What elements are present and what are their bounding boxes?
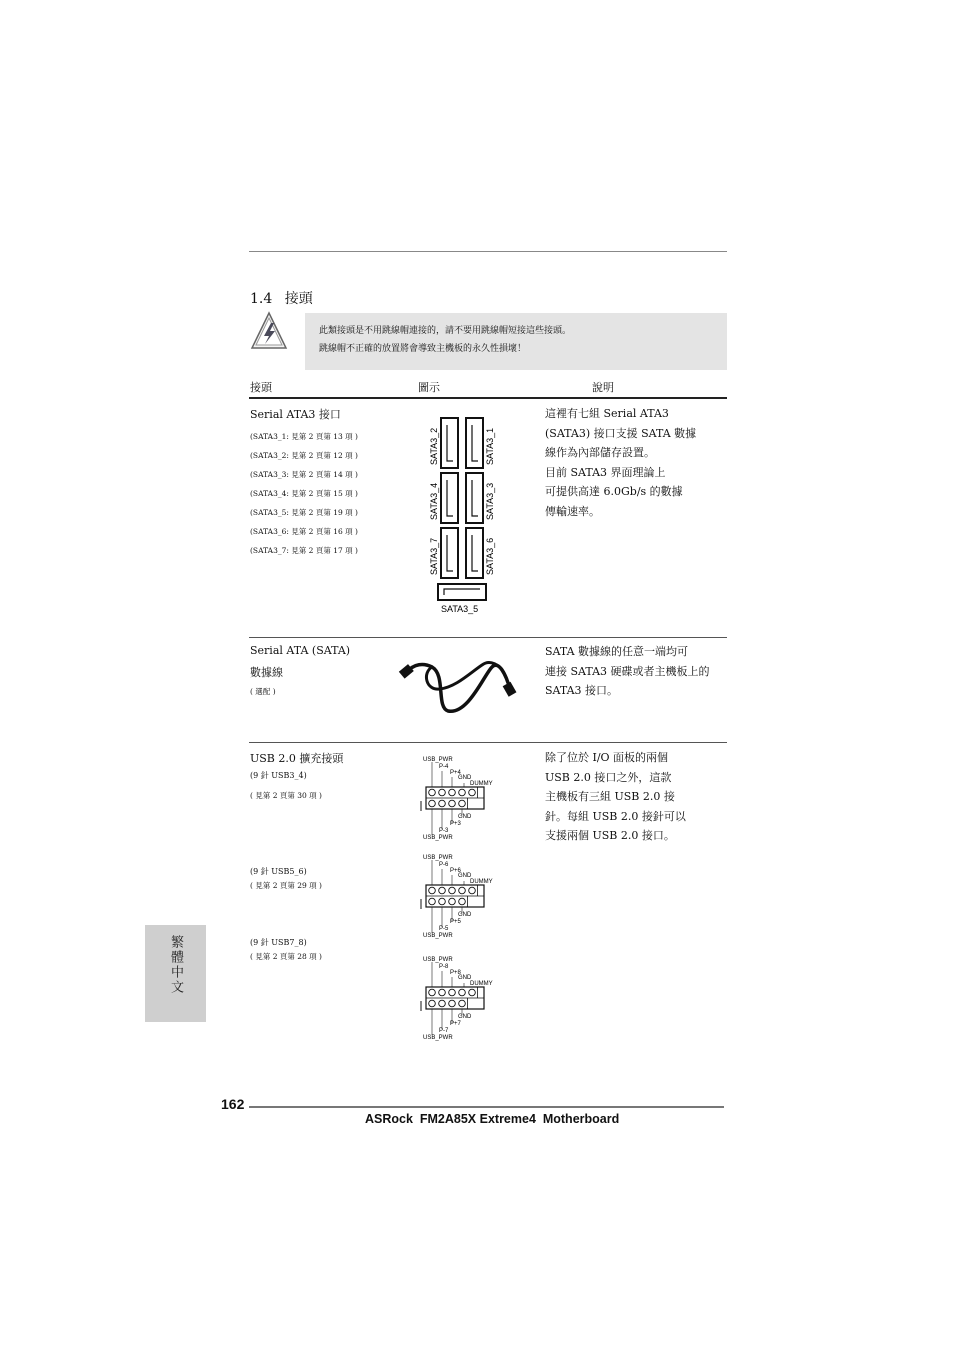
cable-desc-2: 連接 SATA3 硬碟或者主機板上的	[545, 664, 710, 678]
sata3-diagram	[420, 413, 510, 618]
cable-description	[545, 642, 710, 701]
d2-dummy: DUMMY	[470, 879, 493, 885]
usb-header-diagram-1	[418, 753, 508, 843]
d2-bottom: USB_PWR	[423, 933, 453, 939]
d3-pd: P-7	[439, 1028, 449, 1034]
cable-note: ( 選配 )	[250, 687, 276, 696]
row-rule-2	[249, 742, 727, 743]
footer-product: ASRock FM2A85X Extreme4 Motherboard	[365, 1112, 620, 1126]
d3-gnd2: GND	[458, 1014, 472, 1020]
sata3-desc-4: 目前 SATA3 界面理論上	[545, 465, 666, 479]
d2-pa: P-6	[439, 862, 449, 868]
d2-pb: P+6	[450, 868, 461, 874]
section-number: 1.4	[250, 291, 273, 307]
d1-pa: P-4	[439, 764, 449, 770]
usb-desc-2: USB 2.0 接口之外，這款	[545, 770, 672, 784]
cable-desc-3: SATA3 接口。	[545, 684, 619, 697]
d3-dummy: DUMMY	[470, 981, 493, 987]
usb-desc-5: 支援兩個 USB 2.0 接口。	[545, 829, 675, 842]
header-rule	[249, 397, 727, 399]
usb-title: USB 2.0 擴充接頭	[250, 752, 344, 765]
d3-top: USB_PWR	[423, 957, 453, 963]
row-rule-1	[249, 637, 727, 638]
sata3-ref-7: (SATA3_7: 見第 2 頁第 17 項 )	[250, 546, 358, 555]
cable-desc-1: SATA 數據線的任意一端均可	[545, 645, 689, 658]
sata3-ref-2: (SATA3_2: 見第 2 頁第 12 項 )	[250, 451, 358, 460]
label-sata3-1: SATA3_1	[485, 427, 495, 465]
sata3-title: Serial ATA3 接口	[250, 408, 341, 421]
label-sata3-2: SATA3_2	[429, 427, 439, 465]
usb-h1-pin: (9 針 USB3_4)	[250, 771, 307, 780]
sata3-ref-1: (SATA3_1: 見第 2 頁第 13 項 )	[250, 432, 358, 441]
d1-pd: P-3	[439, 828, 449, 834]
usb-h3-ref: ( 見第 2 頁第 28 項 )	[250, 952, 322, 961]
usb-desc-4: 針。每組 USB 2.0 接針可以	[545, 809, 686, 823]
sata-cable-image	[396, 645, 520, 717]
usb-desc-3: 主機板有三組 USB 2.0 接	[545, 790, 675, 803]
sata3-description	[545, 404, 696, 521]
d1-bottom: USB_PWR	[423, 835, 453, 841]
label-sata3-7: SATA3_7	[429, 537, 439, 575]
d3-pb: P+8	[450, 970, 461, 976]
top-rule	[249, 251, 727, 252]
d1-gnd: GND	[458, 775, 472, 781]
d1-pc: P+3	[450, 821, 461, 827]
label-sata3-6: SATA3_6	[485, 537, 495, 575]
section-title	[250, 288, 313, 308]
sata3-desc-5: 可提供高達 6.0Gb/s 的數據	[545, 485, 683, 498]
warning-line-2: 跳線帽不正確的放置將會導致主機板的永久性損壞！	[319, 344, 527, 354]
usb-h3-pin: (9 針 USB7_8)	[250, 938, 307, 947]
sata3-desc-6: 傳輸速率。	[545, 504, 600, 518]
d3-bottom: USB_PWR	[423, 1035, 453, 1041]
sata3-desc-2: (SATA3) 接口支援 SATA 數據	[545, 426, 697, 440]
footer-rule	[249, 1106, 724, 1108]
warning-line-1: 此類接頭是不用跳線帽連接的，請不要用跳線帽短接這些接頭。	[319, 326, 572, 336]
d2-pd: P-5	[439, 926, 449, 932]
sata3-ref-4: (SATA3_4: 見第 2 頁第 15 項 )	[250, 489, 358, 498]
sata3-refs	[250, 427, 358, 560]
cable-title-2: 數據線	[250, 666, 283, 679]
sata3-desc-1: 這裡有七組 Serial ATA3	[545, 407, 669, 420]
warning-box	[305, 313, 727, 370]
usb-h2-ref: ( 見第 2 頁第 29 項 )	[250, 881, 322, 890]
label-sata3-5: SATA3_5	[441, 604, 479, 614]
d3-pc: P+7	[450, 1021, 461, 1027]
usb-header-diagram-3	[418, 953, 508, 1043]
d2-pc: P+5	[450, 919, 461, 925]
header-diagram: 圖示	[418, 381, 440, 394]
d1-pb: P+4	[450, 770, 461, 776]
cable-title-1: Serial ATA (SATA)	[250, 644, 351, 657]
sata3-desc-3: 線作為內部儲存設置。	[545, 446, 655, 459]
sata3-ref-5: (SATA3_5: 見第 2 頁第 19 項 )	[250, 508, 358, 517]
usb-h2-pin: (9 針 USB5_6)	[250, 867, 307, 876]
usb-h1-ref: ( 見第 2 頁第 30 項 )	[250, 791, 322, 800]
header-connector: 接頭	[250, 381, 272, 394]
warning-icon	[250, 311, 288, 351]
d3-gnd: GND	[458, 975, 472, 981]
label-sata3-4: SATA3_4	[429, 482, 439, 520]
label-sata3-3: SATA3_3	[485, 482, 495, 520]
d1-gnd2: GND	[458, 814, 472, 820]
d2-top: USB_PWR	[423, 855, 453, 861]
sata3-ref-6: (SATA3_6: 見第 2 頁第 16 項 )	[250, 527, 358, 536]
sata3-ref-3: (SATA3_3: 見第 2 頁第 14 項 )	[250, 470, 358, 479]
d1-top: USB_PWR	[423, 757, 453, 763]
usb-header-diagram-2	[418, 851, 508, 941]
header-description: 說明	[592, 381, 614, 394]
language-side-tab	[145, 925, 206, 1022]
usb-description	[545, 748, 686, 846]
d1-dummy: DUMMY	[470, 781, 493, 787]
d2-gnd2: GND	[458, 912, 472, 918]
d3-pa: P-8	[439, 964, 449, 970]
section-title-text: 接頭	[284, 291, 313, 307]
d2-gnd: GND	[458, 873, 472, 879]
language-side-tab-label: 繁體中文	[168, 935, 183, 995]
page-number: 162	[221, 1096, 245, 1112]
usb-desc-1: 除了位於 I/O 面板的兩個	[545, 751, 669, 764]
